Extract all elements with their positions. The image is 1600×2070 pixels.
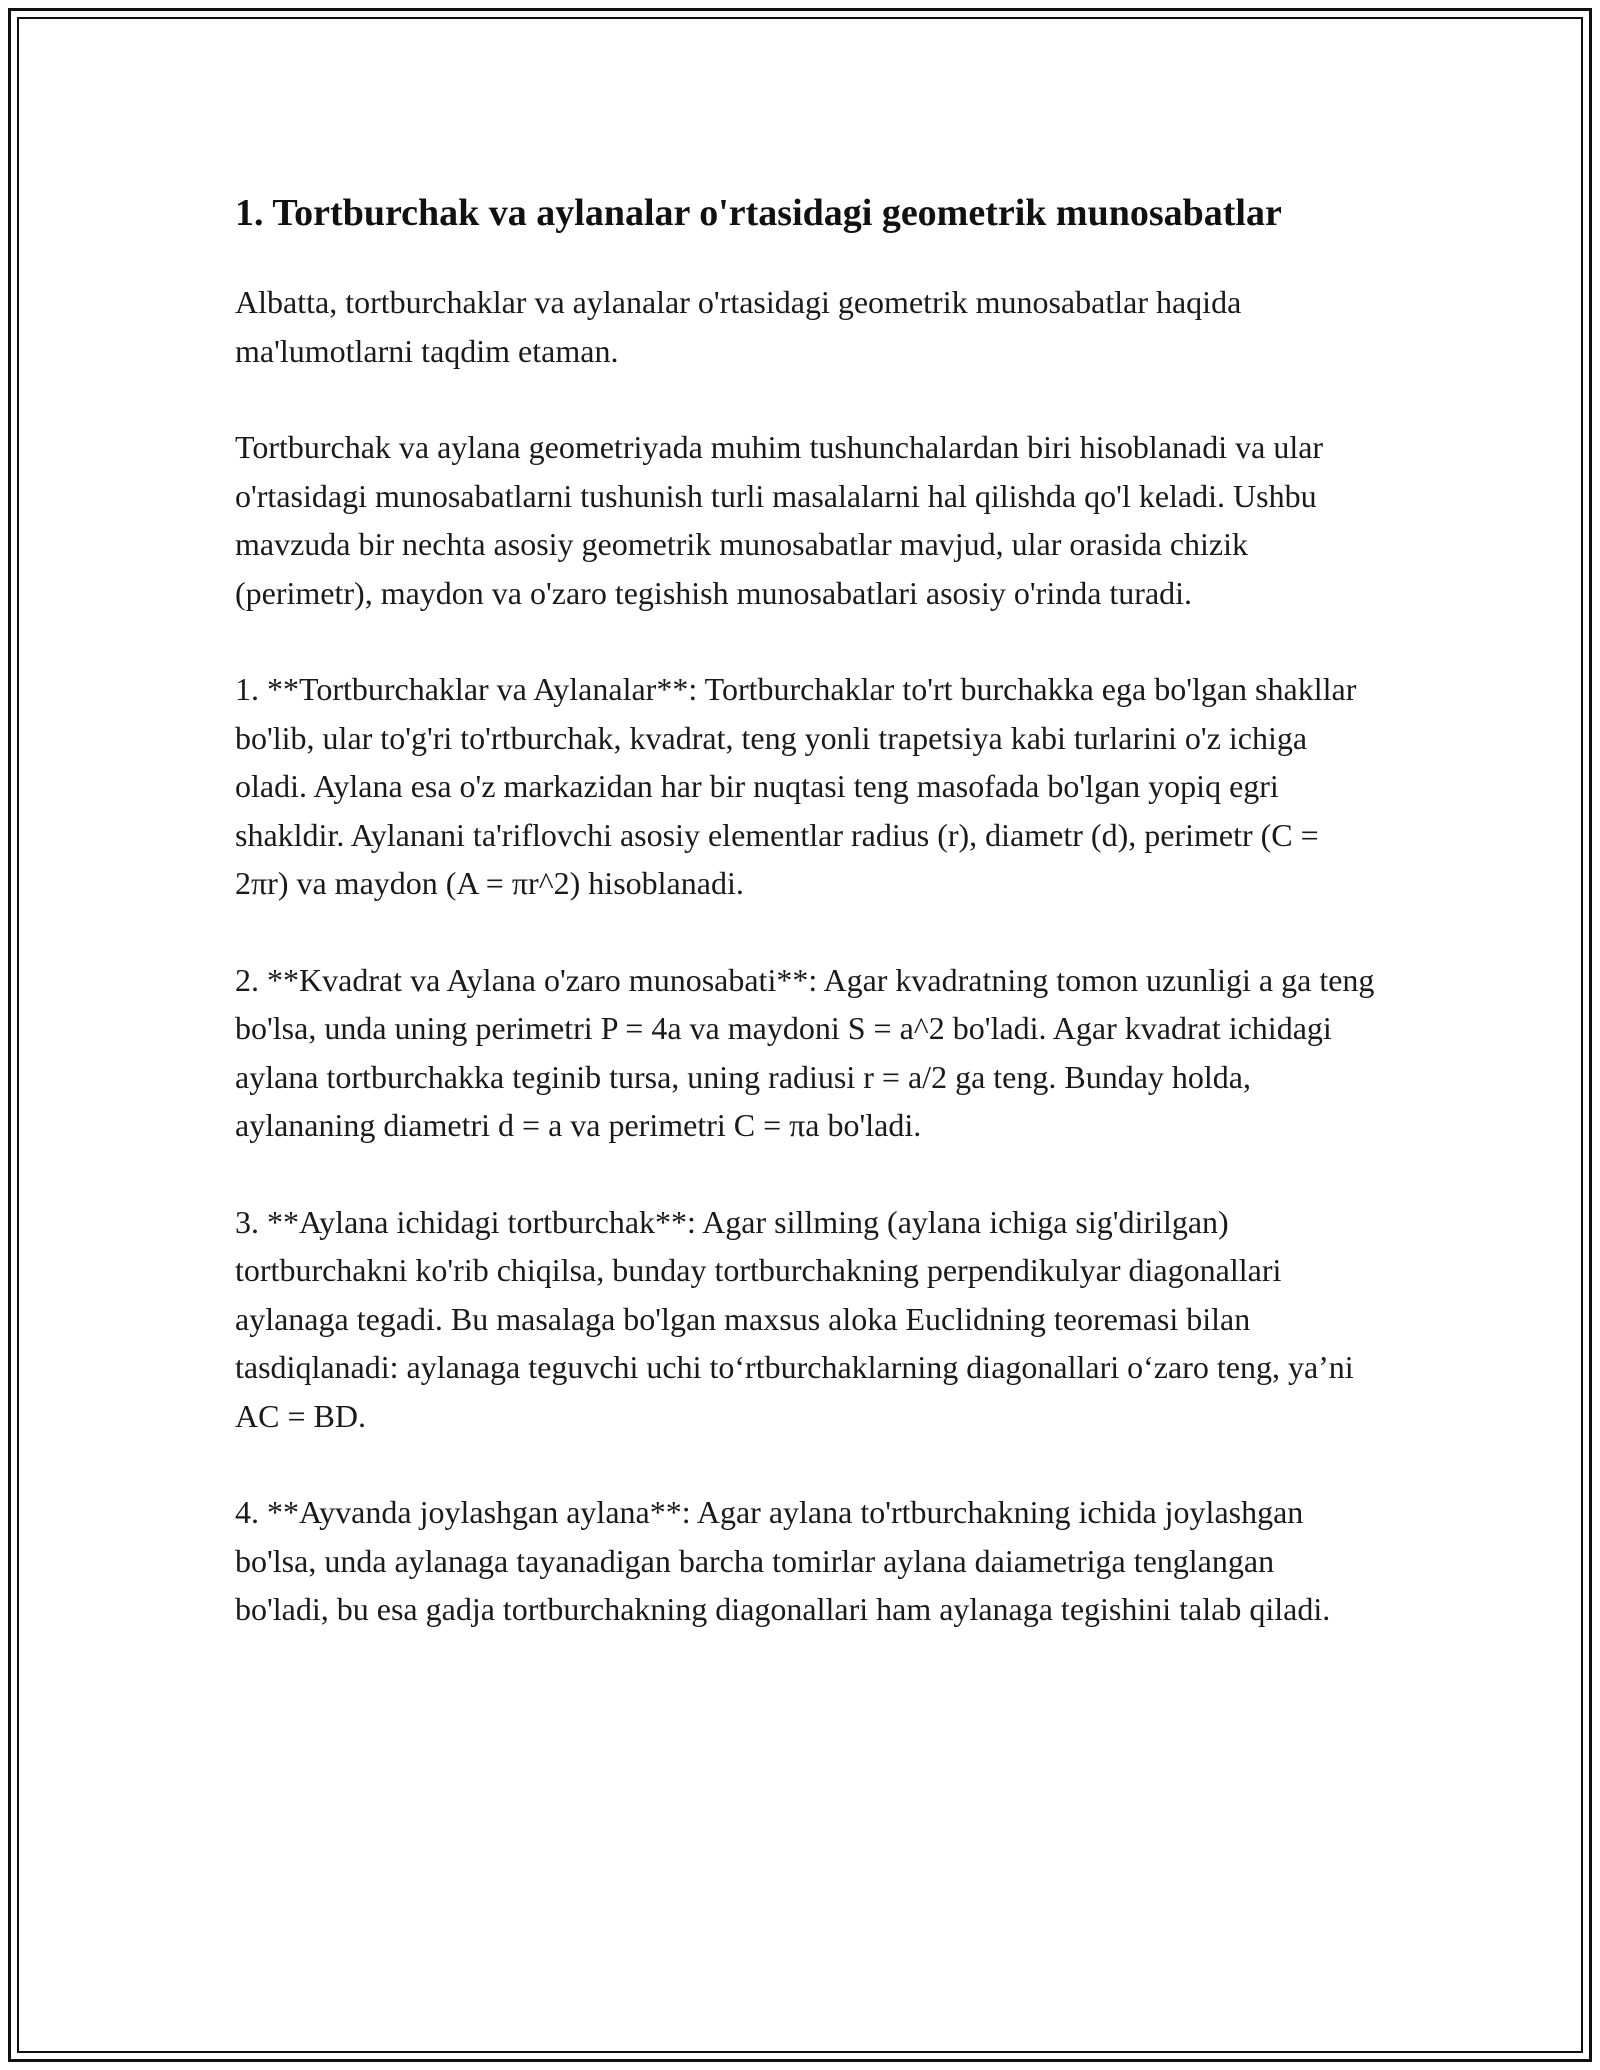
document-title: 1. Tortburchak va aylanalar o'rtasidagi geometrik munosabatlar	[235, 192, 1282, 234]
document-body	[235, 186, 1375, 1634]
paragraph-intro: Albatta, tortburchaklar va aylanalar o'rtasidagi geometrik munosabatlar haqida ma'lumotlarni taqdim etaman.	[235, 284, 1242, 369]
paragraph-overview: Tortburchak va aylana geometriyada muhim tushunchalardan biri hisoblanadi va ular o'rtasidagi munosabatlarni tushunish turli masalalarni hal qilishda qo'l keladi. Ushbu mavzuda bir nechta asosiy geometrik munosabatlar mavjud, ular orasida chizik (perimetr), maydon va o'zaro tegishish munosabatlari asosiy o'rinda turadi.	[235, 429, 1324, 611]
paragraph-item-1: 1. **Tortburchaklar va Aylanalar**: Tortburchaklar to'rt burchakka ega bo'lgan shakllar bo'lib, ular to'g'ri to'rtburchak, kvadrat, teng yonli trapetsiya kabi turlarini o'z ichiga oladi. Aylana esa o'z markazidan har bir nuqtasi teng masofada bo'lgan yopiq egri shakldir. Aylanani ta'riflovchi asosiy elementlar radius (r), diametr (d), perimetr (C = 2πr) va maydon (A = πr^2) hisoblanadi.	[235, 671, 1357, 901]
paragraph-item-4: 4. **Ayvanda joylashgan aylana**: Agar aylana to'rtburchakning ichida joylashgan bo'lsa, unda aylanaga tayanadigan barcha tomirlar aylana daiametriga tenglangan bo'ladi, bu esa gadja tortburchakning diagonallari ham aylanaga tegishini talab qiladi.	[235, 1494, 1331, 1627]
paragraph-item-3: 3. **Aylana ichidagi tortburchak**: Agar sillming (aylana ichiga sig'dirilgan) tortburchakni ko'rib chiqilsa, bunday tortburchakning perpendikulyar diagonallari aylanaga tegadi. Bu masalaga bo'lgan maxsus aloka Euclidning teoremasi bilan tasdiqlanadi: aylanaga teguvchi uchi to‘rtburchaklarning diagonallari o‘zaro teng, ya’ni AC = BD.	[235, 1203, 1354, 1434]
paragraph-item-2: 2. **Kvadrat va Aylana o'zaro munosabati**: Agar kvadratning tomon uzunligi a ga teng bo'lsa, unda uning perimetri P = 4a va maydoni S = a^2 bo'ladi. Agar kvadrat ichidagi aylana tortburchakka teginib tursa, uning radiusi r = a/2 ga teng. Bunday holda, aylananing diametri d = a va perimetri C = πa bo'ladi.	[235, 961, 1375, 1143]
